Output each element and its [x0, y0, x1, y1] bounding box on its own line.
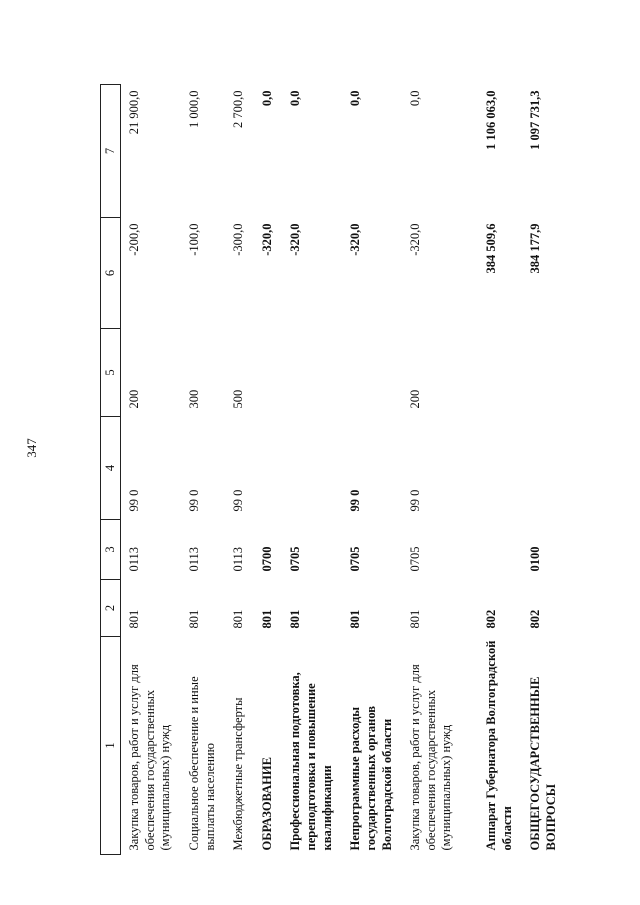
cell-target-article: 99 0	[127, 489, 141, 512]
cell-section-code: 0113	[127, 546, 141, 572]
cell-amount-total: 1 106 063,0	[484, 90, 498, 150]
cell-ministry-code: 801	[127, 609, 141, 629]
cell-amount-total: 21 900,0	[127, 90, 141, 135]
cell-amount-change: -100,0	[186, 223, 201, 256]
cell-name: ОБЩЕГОСУДАРСТВЕННЫЕ ВОПРОСЫ	[528, 676, 558, 851]
cell-expense-type: 200	[408, 389, 423, 409]
header-col-7: 7	[101, 85, 121, 218]
table-row	[254, 85, 283, 855]
cell-expense-type: 200	[127, 389, 141, 409]
cell-amount-total: 1 097 731,3	[528, 90, 543, 150]
cell-ministry-code: 802	[528, 609, 543, 629]
cell-section-code	[462, 520, 522, 580]
table-header-row	[101, 85, 121, 855]
cell-amount-change: -200,0	[127, 223, 141, 256]
cell-amount-total: 2 700,0	[231, 90, 246, 128]
cell-target-article	[462, 417, 522, 520]
cell-ministry-code: 801	[186, 609, 201, 629]
cell-target-article: 99 0	[408, 489, 423, 512]
cell-ministry-code: 801	[288, 609, 303, 629]
budget-table-wrapper	[100, 85, 570, 855]
cell-amount-change: -320,0	[259, 223, 274, 256]
cell-target-article: 99 0	[348, 489, 363, 512]
cell-target-article	[254, 417, 283, 520]
cell-ministry-code: 801	[259, 609, 274, 629]
cell-name: Профессиональная подготовка, переподготовка и повышение квалификации	[288, 672, 334, 851]
cell-name: Межбюджетные трансферты	[231, 697, 246, 851]
page-number: 347	[24, 438, 39, 458]
cell-amount-total: 1 000,0	[186, 90, 201, 128]
cell-target-article	[282, 417, 342, 520]
cell-expense-type	[342, 329, 402, 417]
table-row	[402, 85, 462, 855]
cell-expense-type: 500	[231, 389, 246, 409]
cell-expense-type: 300	[186, 389, 201, 409]
table-row	[522, 85, 566, 855]
table-row	[121, 85, 181, 855]
cell-target-article: 99 0	[186, 489, 201, 512]
cell-name: ОБРАЗОВАНИЕ	[259, 757, 274, 851]
header-col-6: 6	[101, 218, 121, 329]
table-row	[282, 85, 342, 855]
cell-name: Закупка товаров, работ и услуг для обеспечения государственных (муниципальных) нужд	[127, 664, 173, 851]
cell-name: Непрограммные расходы государственных органов Волгоградской области	[348, 705, 394, 851]
cell-section-code: 0705	[408, 546, 423, 572]
table-row	[181, 85, 225, 855]
cell-amount-total: 0,0	[259, 90, 274, 107]
table-row	[342, 85, 402, 855]
table-row	[225, 85, 254, 855]
cell-amount-change: 384 509,6	[484, 223, 498, 274]
cell-amount-total: 0,0	[348, 90, 363, 107]
cell-expense-type	[282, 329, 342, 417]
cell-amount-change: 384 177,9	[528, 223, 543, 274]
cell-expense-type	[522, 329, 566, 417]
cell-section-code: 0100	[528, 546, 543, 572]
table-body	[121, 85, 567, 855]
cell-ministry-code: 801	[231, 609, 246, 629]
cell-name: Закупка товаров, работ и услуг для обеспечения государственных (муниципальных) нужд	[408, 664, 454, 851]
cell-expense-type	[462, 329, 522, 417]
budget-table	[100, 84, 567, 855]
cell-name: Аппарат Губернатора Волгоградской области	[484, 640, 514, 851]
cell-section-code: 0705	[348, 546, 363, 572]
header-col-3: 3	[101, 520, 121, 580]
cell-amount-total: 0,0	[408, 90, 423, 107]
cell-section-code: 0113	[186, 546, 201, 572]
cell-expense-type	[254, 329, 283, 417]
cell-section-code: 0705	[288, 546, 303, 572]
header-col-4: 4	[101, 417, 121, 520]
cell-section-code: 0700	[259, 546, 274, 572]
cell-ministry-code: 801	[348, 609, 363, 629]
table-row	[462, 85, 522, 855]
cell-amount-change: -320,0	[288, 223, 303, 256]
cell-amount-change: -320,0	[408, 223, 423, 256]
cell-ministry-code: 802	[484, 609, 498, 629]
cell-target-article	[522, 417, 566, 520]
cell-amount-total: 0,0	[288, 90, 303, 107]
cell-amount-change: -300,0	[231, 223, 246, 256]
header-col-1: 1	[101, 637, 121, 855]
header-col-2: 2	[101, 580, 121, 637]
cell-amount-change: -320,0	[348, 223, 363, 256]
cell-ministry-code: 801	[408, 609, 423, 629]
header-col-5: 5	[101, 329, 121, 417]
cell-target-article: 99 0	[231, 489, 246, 512]
cell-name: Социальное обеспечение и иные выплаты населению	[186, 676, 217, 851]
cell-section-code: 0113	[231, 546, 246, 572]
